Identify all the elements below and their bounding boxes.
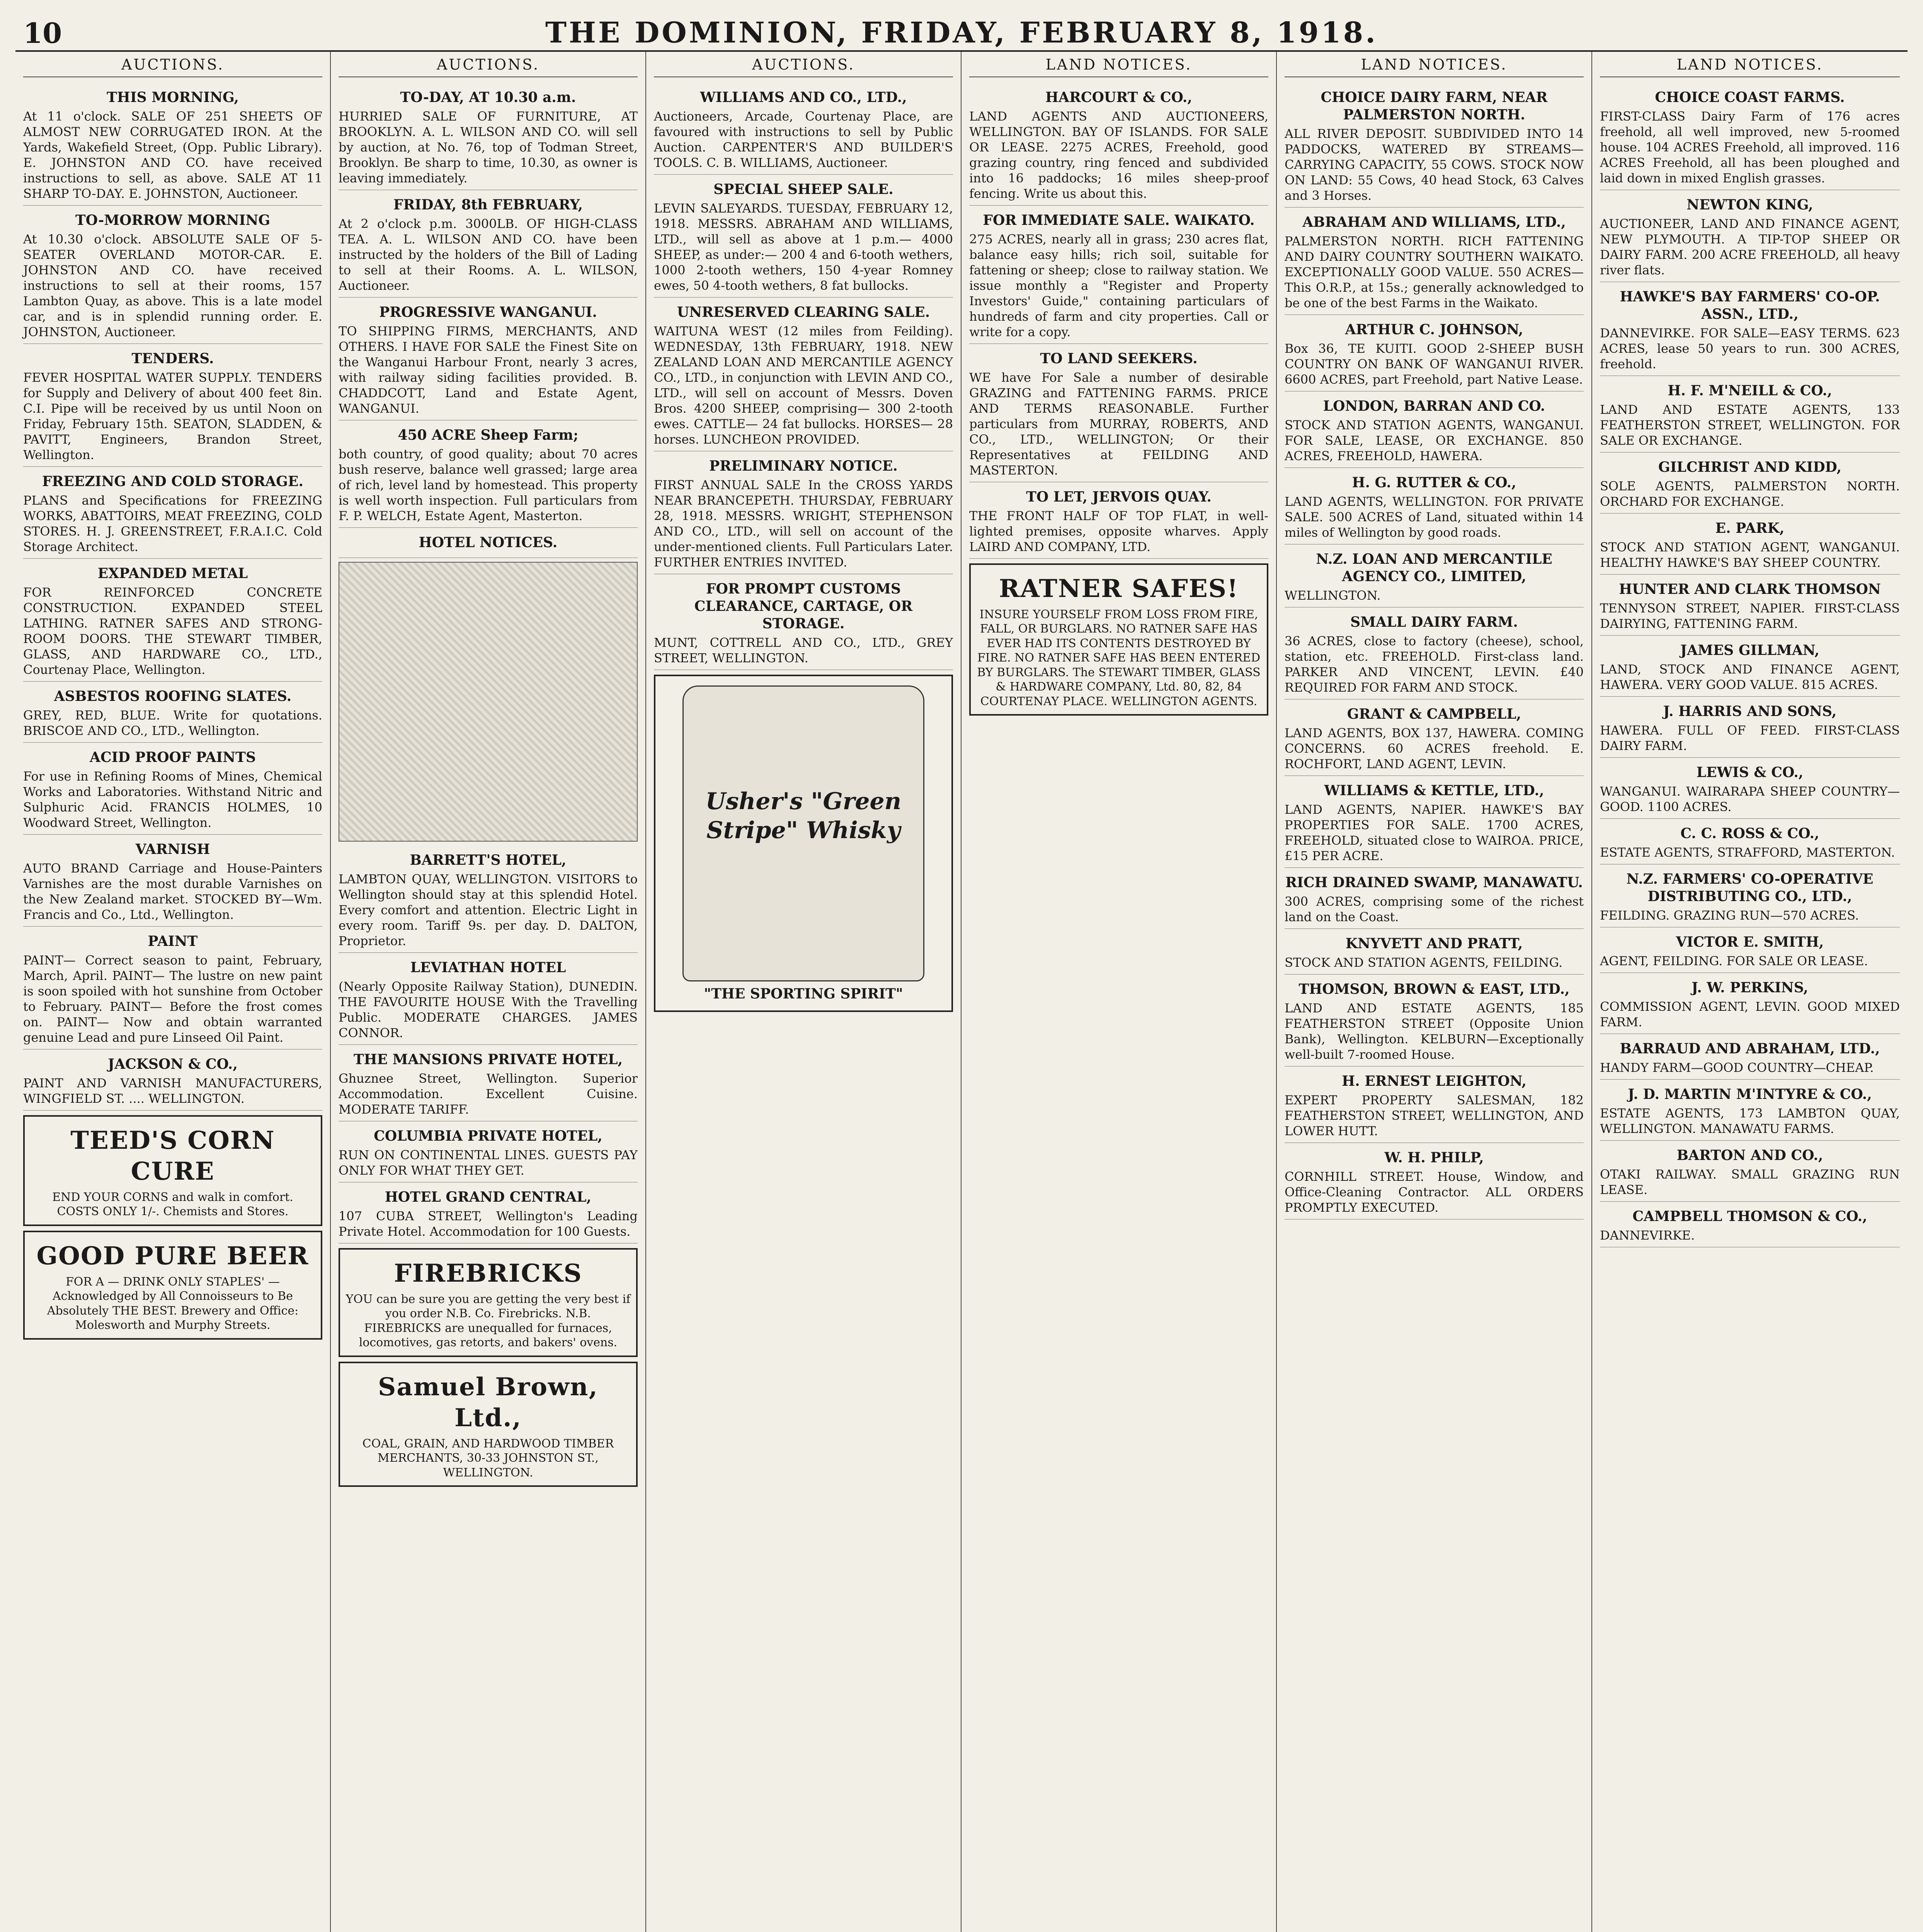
ad-heading: GRANT & CAMPBELL, (1347, 706, 1521, 722)
ad-text: LAND AGENTS AND AUCTIONEERS, WELLINGTON. BAY OF ISLANDS. FOR SALE OR LEASE. 2275 ACRES, Freehold, good grazing country, ring fenced and subdivided into 16 paddocks; 16 miles sheep-proof fencing. Write us about this. (969, 109, 1268, 201)
ad-text: 107 CUBA STREET, Wellington's Leading Private Hotel. Accommodation for 100 Guests. (339, 1208, 638, 1239)
ad-text: PAINT AND VARNISH MANUFACTURERS, WINGFIELD ST. .... WELLINGTON. (23, 1075, 322, 1106)
ad-text: FEILDING. GRAZING RUN—570 ACRES. (1600, 908, 1859, 923)
advertisement (1285, 607, 1584, 699)
ad-text: Auctioneers, Arcade, Courtenay Place, are favoured with instructions to sell by Public Auction. CARPENTER'S AND BUILDER'S TOOLS. C. B. WILLIAMS, Auctioneer. (654, 109, 953, 170)
advertisement (1285, 929, 1584, 975)
advertisement (23, 835, 322, 927)
advertisement (339, 190, 638, 298)
ad-heading: CHOICE DAIRY FARM, NEAR PALMERSTON NORTH. (1321, 89, 1548, 123)
advertisement (23, 1049, 322, 1111)
ad-text: FIRST ANNUAL SALE In the CROSS YARDS NEAR BRANCEPETH. THURSDAY, FEBRUARY 28, 1918. MESSRS. WRIGHT, STEPHENSON AND CO., LTD., will sell on account of the under-mentioned clients. Full Particulars Later. FURTHER ENTRIES INVITED. (654, 477, 953, 570)
advertisement (1600, 1034, 1900, 1080)
column-heading: LAND NOTICES. (1285, 56, 1584, 77)
advertisement (1600, 973, 1900, 1034)
ad-heading: BARRAUD AND ABRAHAM, LTD., (1620, 1040, 1880, 1057)
display-advertisement (23, 1115, 322, 1226)
masthead (15, 15, 1908, 52)
ad-text: HURRIED SALE OF FURNITURE, AT BROOKLYN. A. L. WILSON AND CO. will sell by auction, at No. 76, top of Todman Street, Brooklyn. Be sharp to time, 10.30, as owner is leaving immediately. (339, 109, 638, 185)
ad-text: STOCK AND STATION AGENT, WANGANUI. HEALTHY HAWKE'S BAY SHEEP COUNTRY. (1600, 539, 1900, 570)
advertisement (1600, 282, 1900, 376)
ad-heading: ABRAHAM AND WILLIAMS, LTD., (1302, 214, 1566, 230)
column-heading: AUCTIONS. (339, 56, 638, 77)
ad-slogan: "THE SPORTING SPIRIT" (704, 985, 903, 1002)
ad-text: Box 36, TE KUITI. GOOD 2-SHEEP BUSH COUNTRY ON BANK OF WANGANUI RIVER. 6600 ACRES, part Freehold, part Native Lease. (1285, 341, 1584, 387)
ad-heading: TO LET, JERVOIS QUAY. (1026, 488, 1212, 505)
ad-text: HANDY FARM—GOOD COUNTRY—CHEAP. (1600, 1060, 1874, 1075)
advertisement (969, 482, 1268, 559)
ad-heading: CHOICE COAST FARMS. (1655, 89, 1845, 105)
advertisement (1600, 514, 1900, 575)
ad-text: PAINT— Correct season to paint, February, March, April. PAINT— The lustre on new paint is soon spoiled with hot sunshine from October to February. PAINT— Before the frost comes on. PAINT— Now and obtain warranted genuine Lead and pure Linseed Oil Paint. (23, 952, 322, 1045)
ad-text: LAND, STOCK AND FINANCE AGENT, HAWERA. VERY GOOD VALUE. 815 ACRES. (1600, 662, 1900, 692)
ad-heading: ARTHUR C. JOHNSON, (1345, 321, 1523, 338)
ad-text: Ghuznee Street, Wellington. Superior Accommodation. Excellent Cuisine. MODERATE TARIFF. (339, 1071, 638, 1117)
advertisement (1285, 868, 1584, 929)
ad-text: PALMERSTON NORTH. RICH FATTENING AND DAIRY COUNTRY SOUTHERN WAIKATO. EXCEPTIONALLY GOOD VALUE. 550 ACRES—This O.R.P., at 15s.; generally acknowledged to be one of the best Farms in the Waikato. (1285, 233, 1584, 310)
advertisement (1285, 699, 1584, 776)
advertisement (1600, 758, 1900, 819)
ad-text: MUNT, COTTRELL AND CO., LTD., GREY STREET, WELLINGTON. (654, 635, 953, 665)
advertisement (1285, 315, 1584, 391)
ad-text: ALL RIVER DEPOSIT. SUBDIVIDED INTO 14 PADDOCKS, WATERED BY STREAMS—CARRYING CAPACITY, 55 COWS. STOCK NOW ON LAND: 55 Cows, 40 head Stock, 63 Calves and 3 Horses. (1285, 126, 1584, 203)
ad-text: WANGANUI. WAIRARAPA SHEEP COUNTRY—GOOD. 1100 ACRES. (1600, 784, 1900, 814)
ad-heading: THOMSON, BROWN & EAST, LTD., (1298, 981, 1570, 997)
ad-heading: COLUMBIA PRIVATE HOTEL, (374, 1128, 602, 1144)
advertisement (1285, 207, 1584, 315)
advertisement (1285, 975, 1584, 1066)
column-5 (1277, 52, 1592, 1932)
advertisement (1600, 83, 1900, 190)
advertisement (339, 298, 638, 420)
ad-text: LAND AND ESTATE AGENTS, 185 FEATHERSTON STREET (Opposite Union Bank), Wellington. KELBURN—Exceptionally well-built 7-roomed House. (1285, 1000, 1584, 1062)
bottle-label: Usher's "Green Stripe" Whisky (705, 787, 902, 844)
advertisement (654, 298, 953, 451)
ad-text: RUN ON CONTINENTAL LINES. GUESTS PAY ONLY FOR WHAT THEY GET. (339, 1147, 638, 1178)
ad-text: HAWERA. FULL OF FEED. FIRST-CLASS DAIRY FARM. (1600, 723, 1900, 753)
columns (15, 52, 1908, 1932)
ad-heading: LEVIATHAN HOTEL (410, 959, 566, 976)
column-heading: AUCTIONS. (654, 56, 953, 77)
ad-title: RATNER SAFES! (999, 574, 1239, 603)
ad-heading: FRIDAY, 8th FEBRUARY, (393, 196, 583, 213)
ad-heading: J. HARRIS AND SONS, (1663, 703, 1837, 719)
ad-heading: PROGRESSIVE WANGANUI. (379, 304, 597, 320)
advertisement (23, 344, 322, 467)
advertisement (339, 1182, 638, 1243)
advertisement (1600, 575, 1900, 636)
ad-heading: H. F. M'NEILL & CO., (1668, 382, 1832, 399)
column-heading: LAND NOTICES. (969, 56, 1268, 77)
ad-text: DANNEVIRKE. (1600, 1228, 1695, 1243)
column-heading: AUCTIONS. (23, 56, 322, 77)
advertisement (23, 927, 322, 1049)
ad-text: FOR A — DRINK ONLY STAPLES' — Acknowledged by All Connoisseurs to Be Absolutely THE BEST. Brewery and Office: Molesworth and Murphy Streets. (47, 1275, 299, 1332)
advertisement (1285, 1066, 1584, 1143)
ad-text: AUTO BRAND Carriage and House-Painters Varnishes are the most durable Varnishes on the New Zealand market. STOCKED BY—Wm. Francis and Co., Ltd., Wellington. (23, 861, 322, 922)
ad-heading: C. C. ROSS & CO., (1680, 825, 1819, 842)
ad-heading: THE MANSIONS PRIVATE HOTEL, (353, 1051, 623, 1068)
advertisement (23, 206, 322, 344)
ad-heading: N.Z. FARMERS' CO-OPERATIVE DISTRIBUTING CO., LTD., (1626, 871, 1874, 905)
ad-heading: VARNISH (135, 841, 210, 857)
ad-text: STOCK AND STATION AGENTS, FEILDING. (1285, 955, 1563, 970)
ad-heading: BARRETT'S HOTEL, (410, 852, 567, 868)
advertisement (1600, 1080, 1900, 1141)
advertisement (1285, 1143, 1584, 1219)
ad-heading: CAMPBELL THOMSON & CO., (1632, 1208, 1867, 1225)
ad-text: AGENT, FEILDING. FOR SALE OR LEASE. (1600, 953, 1868, 968)
ad-heading: VICTOR E. SMITH, (1676, 934, 1824, 950)
ad-text: 36 ACRES, close to factory (cheese), school, station, etc. FREEHOLD. First-class land. PARKER AND VINCENT, LEVIN. £40 REQUIRED FOR FARM AND STOCK. (1285, 633, 1584, 695)
advertisement (23, 559, 322, 682)
ad-heading: THIS MORNING, (107, 89, 239, 105)
ad-heading: SPECIAL SHEEP SALE. (713, 181, 893, 197)
ad-text: COAL, GRAIN, AND HARDWOOD TIMBER MERCHANTS, 30-33 JOHNSTON ST., WELLINGTON. (362, 1437, 614, 1480)
ad-text: TO SHIPPING FIRMS, MERCHANTS, AND OTHERS. I HAVE FOR SALE the Finest Site on the Wanganui Harbour Front, nearly 3 acres, with railway siding facilities provided. B. CHADDCOTT, Land and Estate Agent, WANGANUI. (339, 323, 638, 416)
advertisement (1600, 819, 1900, 864)
ad-heading: UNRESERVED CLEARING SALE. (677, 304, 930, 320)
ad-text: EXPERT PROPERTY SALESMAN, 182 FEATHERSTON STREET, WELLINGTON, AND LOWER HUTT. (1285, 1092, 1584, 1138)
ad-text: OTAKI RAILWAY. SMALL GRAZING RUN LEASE. (1600, 1167, 1900, 1197)
advertisement (1600, 190, 1900, 282)
ad-heading: TENDERS. (131, 350, 214, 367)
ad-title: Samuel Brown, Ltd., (378, 1372, 598, 1432)
ad-heading: SMALL DAIRY FARM. (1350, 614, 1518, 630)
advertisement (1600, 864, 1900, 927)
ad-text: FOR REINFORCED CONCRETE CONSTRUCTION. EXPANDED STEEL LATHING. RATNER SAFES AND STRONG-ROOM DOORS. THE STEWART TIMBER, GLASS, AND HARDWARE CO., LTD., Courtenay Place, Wellington. (23, 585, 322, 677)
display-advertisement (654, 675, 953, 1012)
ad-text: INSURE YOURSELF FROM LOSS FROM FIRE, FALL, OR BURGLARS. NO RATNER SAFE HAS EVER HAD ITS CONTENTS DESTROYED BY FIRE. NO RATNER SAFE HAS BEEN ENTERED BY BURGLARS. The STEWART TIMBER, GLASS & HARDWARE COMPANY, Ltd. 80, 82, 84 COURTENAY PLACE. WELLINGTON AGENTS. (977, 607, 1261, 708)
ad-heading: J. D. MARTIN M'INTYRE & CO., (1628, 1086, 1872, 1102)
advertisement (1285, 544, 1584, 607)
display-advertisement (969, 563, 1268, 716)
advertisement (339, 1045, 638, 1121)
column-4 (962, 52, 1277, 1932)
column-2 (331, 52, 646, 1932)
advertisement (1285, 468, 1584, 544)
whisky-bottle-illustration (682, 685, 924, 981)
ad-text: (Nearly Opposite Railway Station), DUNEDIN. THE FAVOURITE HOUSE With the Travelling Public. MODERATE CHARGES. JAMES CONNOR. (339, 979, 638, 1040)
ad-text: WAITUNA WEST (12 miles from Feilding). WEDNESDAY, 13th FEBRUARY, 1918. NEW ZEALAND LOAN AND MERCANTILE AGENCY CO., LTD., in conjunction with LEVIN AND CO., LTD., will sell on account of Messrs. Doven Bros. 4200 SHEEP, comprising— 300 2-tooth ewes. CATTLE— 24 fat bullocks. HORSES— 28 horses. LUNCHEON PROVIDED. (654, 323, 953, 447)
column-6 (1592, 52, 1908, 1932)
advertisement (1600, 1202, 1900, 1247)
ad-text: At 2 o'clock p.m. 3000LB. OF HIGH-CLASS TEA. A. L. WILSON AND CO. have been instructed by the holders of the Bill of Lading to sell at their Rooms. A. L. WILSON, Auctioneer. (339, 216, 638, 293)
ad-text: PLANS and Specifications for FREEZING WORKS, ABATTOIRS, MEAT FREEZING, COLD STORES. H. J. GREENSTREET, F.R.A.I.C. Cold Storage Architect. (23, 493, 322, 554)
ad-text: STOCK AND STATION AGENTS, WANGANUI. FOR SALE, LEASE, OR EXCHANGE. 850 ACRES, FREEHOLD, HAWERA. (1285, 417, 1584, 463)
ad-heading: WILLIAMS AND CO., LTD., (700, 89, 907, 105)
ad-text: WE have For Sale a number of desirable GRAZING and FATTENING FARMS. PRICE AND TERMS REASONABLE. Further particulars from MURRAY, ROBERTS, AND CO., LTD., WELLINGTON; Or their Representatives at FEILDING AND MASTERTON. (969, 370, 1268, 478)
ad-text: LAND AND ESTATE AGENTS, 133 FEATHERSTON STREET, WELLINGTON. FOR SALE OR EXCHANGE. (1600, 402, 1900, 448)
ad-text: both country, of good quality; about 70 acres bush reserve, balance well grassed; large area of rich, level land by homestead. This property is well worth inspection. Full particulars from F. P. WELCH, Estate Agent, Masterton. (339, 446, 638, 523)
ad-heading: E. PARK, (1715, 520, 1785, 536)
ad-text: 275 ACRES, nearly all in grass; 230 acres flat, balance easy hills; rich soil, suitable for fattening or sheep; close to railway station. We issue monthly a "Register and Property Investors' Guide," containing particulars of hundreds of farm and city properties. Call or write for a copy. (969, 231, 1268, 339)
advertisement (654, 175, 953, 298)
ad-text: At 10.30 o'clock. ABSOLUTE SALE OF 5-SEATER OVERLAND MOTOR-CAR. E. JOHNSTON AND CO. have received instructions to sell at their rooms, 157 Lambton Quay, as above. This is a late model car, and is in splendid running order. E. JOHNSTON, Auctioneer. (23, 231, 322, 339)
ad-text: LEVIN SALEYARDS. TUESDAY, FEBRUARY 12, 1918. MESSRS. ABRAHAM AND WILLIAMS, LTD., will sell as above at 1 p.m.— 4000 SHEEP, as under:— 200 4 and 6-tooth wethers, 1000 2-tooth wethers, 150 4-year Romney ewes, 50 4-tooth wethers, 8 fat bullocks. (654, 201, 953, 293)
advertisement (339, 420, 638, 528)
ad-heading: TO-MORROW MORNING (75, 212, 271, 228)
ad-text: 300 ACRES, comprising some of the richest land on the Coast. (1285, 894, 1584, 924)
ad-text: LAND AGENTS, BOX 137, HAWERA. COMING CONCERNS. 60 ACRES freehold. E. ROCHFORT, LAND AGENT, LEVIN. (1285, 725, 1584, 771)
advertisement (339, 953, 638, 1045)
ad-heading: WILLIAMS & KETTLE, LTD., (1324, 782, 1544, 799)
ad-heading: ACID PROOF PAINTS (90, 749, 256, 765)
advertisement (969, 83, 1268, 206)
ad-text: LAND AGENTS, WELLINGTON. FOR PRIVATE SALE. 500 ACRES of Land, situated within 14 miles of Wellington by good roads. (1285, 494, 1584, 540)
advertisement (339, 845, 638, 953)
display-advertisement (23, 1231, 322, 1340)
column-1 (15, 52, 331, 1932)
ad-text: END YOUR CORNS and walk in comfort. COSTS ONLY 1/-. Chemists and Stores. (52, 1190, 293, 1218)
ad-text: SOLE AGENTS, PALMERSTON NORTH. ORCHARD FOR EXCHANGE. (1600, 478, 1900, 509)
ad-heading: TO-DAY, AT 10.30 a.m. (400, 89, 576, 105)
ad-title: FIREBRICKS (394, 1259, 582, 1288)
ad-heading: FOR IMMEDIATE SALE. WAIKATO. (983, 212, 1255, 228)
advertisement (339, 1121, 638, 1182)
ad-text: YOU can be sure you are getting the very best if you order N.B. Co. Firebricks. N.B. FIREBRICKS are unequalled for furnaces, locomotives, gas retorts, and bakers' ovens. (345, 1292, 631, 1349)
ad-text: DANNEVIRKE. FOR SALE—EASY TERMS. 623 ACRES, lease 50 years to run. 300 ACRES, freehold. (1600, 325, 1900, 371)
advertisement (1600, 452, 1900, 514)
ad-text: CORNHILL STREET. House, Window, and Office-Cleaning Contractor. ALL ORDERS PROMPTLY EXECUTED. (1285, 1169, 1584, 1215)
ad-heading: JACKSON & CO., (108, 1056, 238, 1072)
ad-heading: BARTON AND CO., (1676, 1147, 1823, 1163)
ad-heading: HOTEL GRAND CENTRAL, (385, 1189, 592, 1205)
ad-heading: HAWKE'S BAY FARMERS' CO-OP. ASSN., LTD., (1620, 288, 1880, 322)
advertisement (1600, 376, 1900, 452)
ad-text: ESTATE AGENTS, STRAFFORD, MASTERTON. (1600, 845, 1895, 860)
hotel-illustration (339, 562, 638, 842)
advertisement (23, 83, 322, 206)
ad-heading: RICH DRAINED SWAMP, MANAWATU. (1285, 874, 1583, 891)
ad-heading: FREEZING AND COLD STORAGE. (42, 473, 304, 490)
ad-text: THE FRONT HALF OF TOP FLAT, in well-lighted premises, opposite wharves. Apply LAIRD AND COMPANY, LTD. (969, 508, 1268, 554)
advertisement (1285, 391, 1584, 468)
ad-text: At 11 o'clock. SALE OF 251 SHEETS OF ALMOST NEW CORRUGATED IRON. At the Yards, Wakefield Street, (Opp. Public Library). E. JOHNSTON AND CO. have received instructions to sell, as above. SALE AT 11 SHARP TO-DAY. E. JOHNSTON, Auctioneer. (23, 109, 322, 201)
ad-heading: ASBESTOS ROOFING SLATES. (54, 688, 292, 704)
advertisement (969, 344, 1268, 482)
ad-heading: FOR PROMPT CUSTOMS CLEARANCE, CARTAGE, OR STORAGE. (694, 580, 913, 632)
ad-text: For use in Refining Rooms of Mines, Chemical Works and Laboratories. Withstand Nitric and Sulphuric Acid. FRANCIS HOLMES, 10 Woodward Street, Wellington. (23, 769, 322, 830)
ad-text: GREY, RED, BLUE. Write for quotations. BRISCOE AND CO., LTD., Wellington. (23, 707, 322, 738)
ad-heading: HUNTER AND CLARK THOMSON (1619, 581, 1881, 597)
ad-text: LAMBTON QUAY, WELLINGTON. VISITORS to Wellington should stay at this splendid Hotel. Every comfort and attention. Electric Light in every room. Tariff 9s. per day. D. DALTON, Proprietor. (339, 871, 638, 948)
advertisement (1600, 697, 1900, 758)
ad-heading: TO LAND SEEKERS. (1040, 350, 1198, 367)
advertisement (654, 83, 953, 175)
ad-title: TEED'S CORN CURE (70, 1126, 275, 1186)
ad-text: COMMISSION AGENT, LEVIN. GOOD MIXED FARM. (1600, 999, 1900, 1029)
advertisement (339, 528, 638, 558)
ad-heading: HOTEL NOTICES. (419, 534, 558, 551)
ad-heading: N.Z. LOAN AND MERCANTILE AGENCY CO., LIMITED, (1316, 551, 1552, 585)
advertisement (654, 574, 953, 670)
ad-text: FEVER HOSPITAL WATER SUPPLY. TENDERS for Supply and Delivery of about 400 feet 8in. C.I. Pipe will be received by us until Noon on Friday, February 15th. SEATON, SLADDEN, & PAVITT, Engineers, Brandon Street, Wellington. (23, 370, 322, 462)
advertisement (339, 83, 638, 190)
advertisement (1600, 636, 1900, 697)
ad-heading: H. G. RUTTER & CO., (1352, 474, 1516, 491)
ad-heading: LEWIS & CO., (1696, 764, 1804, 781)
advertisement (23, 467, 322, 559)
ad-heading: J. W. PERKINS, (1692, 979, 1808, 996)
newspaper-title: THE DOMINION, FRIDAY, FEBRUARY 8, 1918. (545, 16, 1378, 49)
advertisement (969, 206, 1268, 344)
ad-heading: GILCHRIST AND KIDD, (1658, 459, 1842, 475)
advertisement (1600, 927, 1900, 973)
ad-heading: JAMES GILLMAN, (1680, 642, 1819, 658)
ad-heading: 450 ACRE Sheep Farm; (398, 427, 579, 443)
ad-heading: W. H. PHILP, (1384, 1149, 1484, 1166)
advertisement (23, 682, 322, 743)
ad-heading: LONDON, BARRAN AND CO. (1323, 398, 1545, 414)
ad-heading: EXPANDED METAL (97, 565, 248, 582)
ad-text: WELLINGTON. (1285, 588, 1381, 603)
column-3 (646, 52, 962, 1932)
ad-text: TENNYSON STREET, NAPIER. FIRST-CLASS DAIRYING, FATTENING FARM. (1600, 600, 1900, 631)
advertisement (654, 451, 953, 574)
advertisement (23, 743, 322, 835)
ad-text: LAND AGENTS, NAPIER. HAWKE'S BAY PROPERTIES FOR SALE. 1700 ACRES, FREEHOLD, situated close to WAIROA. PRICE, £15 PER ACRE. (1285, 802, 1584, 863)
ad-heading: PAINT (148, 933, 198, 949)
advertisement (1285, 83, 1584, 207)
ad-heading: PRELIMINARY NOTICE. (709, 457, 898, 474)
ad-text: ESTATE AGENTS, 173 LAMBTON QUAY, WELLINGTON. MANAWATU FARMS. (1600, 1105, 1900, 1136)
ad-text: FIRST-CLASS Dairy Farm of 176 acres freehold, all well improved, new 5-roomed house. 104 ACRES Freehold, all improved. 116 ACRES Freehold, all has been ploughed and laid down in mixed English grasses. (1600, 109, 1900, 185)
advertisement (1600, 1141, 1900, 1202)
ad-title: GOOD PURE BEER (36, 1241, 309, 1270)
ad-text: AUCTIONEER, LAND AND FINANCE AGENT, NEW PLYMOUTH. A TIP-TOP SHEEP OR DAIRY FARM. 200 ACRE FREEHOLD, all heavy river flats. (1600, 216, 1900, 277)
display-advertisement (339, 1362, 638, 1487)
ad-heading: NEWTON KING, (1686, 196, 1813, 213)
column-heading: LAND NOTICES. (1600, 56, 1900, 77)
ad-heading: HARCOURT & CO., (1045, 89, 1192, 105)
display-advertisement (339, 1248, 638, 1357)
page-number: 10 (23, 16, 62, 49)
ad-heading: KNYVETT AND PRATT, (1345, 935, 1523, 952)
advertisement (1285, 776, 1584, 868)
ad-heading: H. ERNEST LEIGHTON, (1342, 1073, 1526, 1089)
